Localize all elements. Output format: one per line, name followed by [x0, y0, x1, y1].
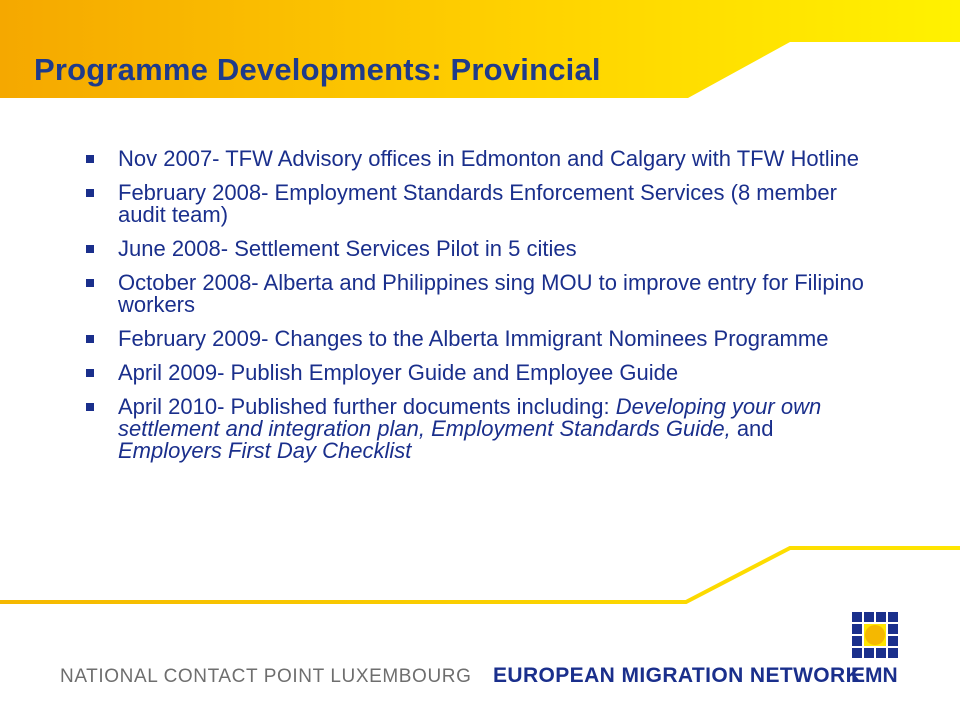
bullet-item: April 2010- Published further documents including: Developing your own settlement and integration plan, Employment Standards Guide, and Employers First Day Checklist	[82, 396, 882, 462]
bullet-item: June 2008- Settlement Services Pilot in 5 cities	[82, 238, 882, 260]
footer-ncp-label: NATIONAL CONTACT POINT LUXEMBOURG	[60, 666, 472, 687]
bullet-square-icon	[86, 369, 94, 377]
emn-logo-text: EMN	[851, 664, 898, 687]
slide-title: Programme Developments: Provincial	[34, 52, 601, 87]
bullet-square-icon	[86, 335, 94, 343]
bullet-item: October 2008- Alberta and Philippines sing MOU to improve entry for Filipino workers	[82, 272, 882, 316]
bullet-square-icon	[86, 189, 94, 197]
bullet-item: February 2008- Employment Standards Enforcement Services (8 member audit team)	[82, 182, 882, 226]
bullet-item: February 2009- Changes to the Alberta Immigrant Nominees Programme	[82, 328, 882, 350]
bullet-square-icon	[86, 279, 94, 287]
bullet-item: Nov 2007- TFW Advisory offices in Edmonton and Calgary with TFW Hotline	[82, 148, 882, 170]
bullet-square-icon	[86, 155, 94, 163]
footer-divider-line	[0, 548, 960, 602]
bullet-list	[82, 148, 882, 474]
document-title-checklist: Employers First Day Checklist	[118, 438, 412, 463]
bullet-square-icon	[86, 403, 94, 411]
emn-logo-icon	[850, 610, 908, 660]
document-titles: Developing your own settlement and integration plan, Employment Standards Guide,	[118, 394, 822, 441]
bullet-square-icon	[86, 245, 94, 253]
footer-emn-label: EUROPEAN MIGRATION NETWORK	[493, 664, 862, 687]
bullet-item: April 2009- Publish Employer Guide and Employee Guide	[82, 362, 882, 384]
